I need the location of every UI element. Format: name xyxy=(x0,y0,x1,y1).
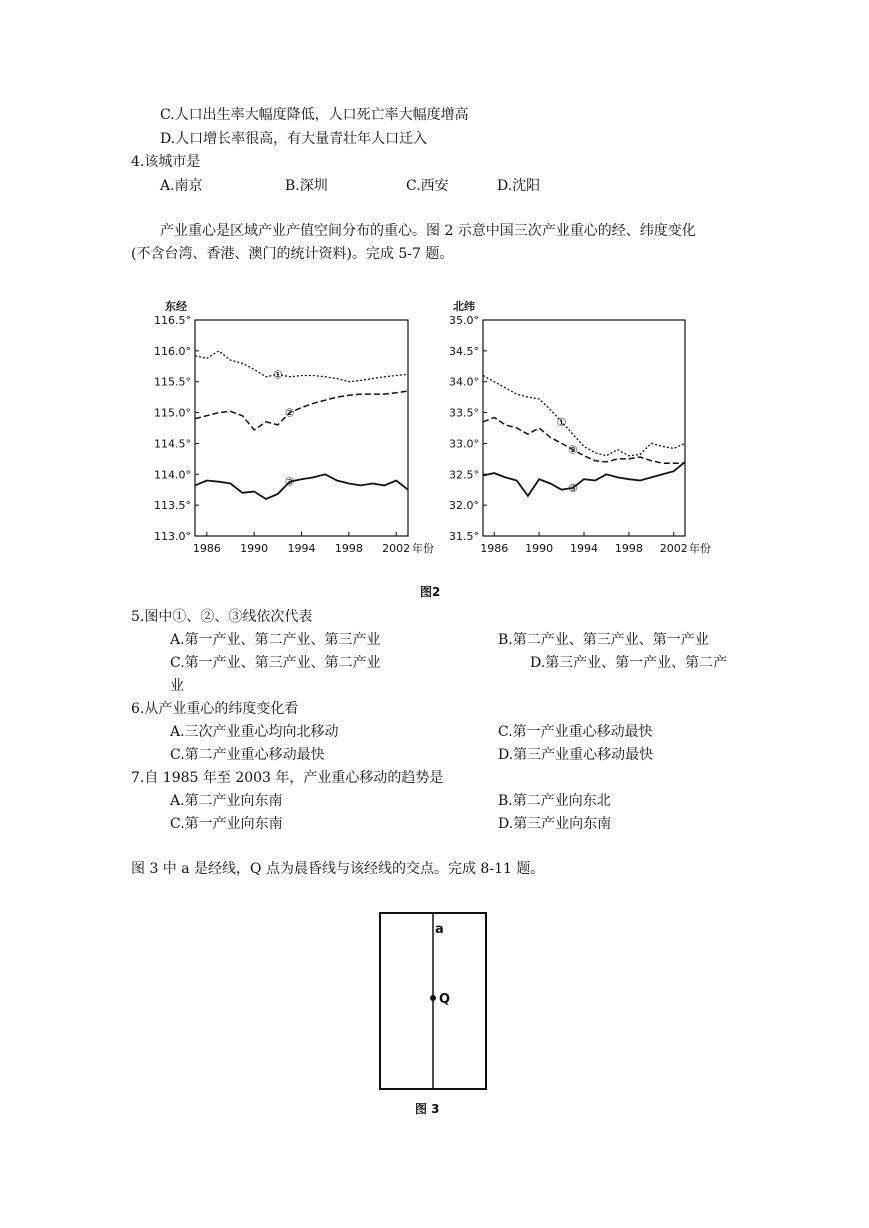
q5-stem: 5.图中①、②、③线依次代表 xyxy=(131,609,313,625)
q6-option-b: C.第一产业重心移动最快 xyxy=(498,724,653,740)
series-label-3: ③ xyxy=(284,475,295,489)
q5-option-d: D.第三产业、第一产业、第二产 xyxy=(530,655,728,671)
series-label-2: ② xyxy=(284,406,295,420)
chart-2-frame xyxy=(483,320,685,536)
q5-option-c: C.第一产业、第三产业、第二产业 xyxy=(170,655,381,671)
y-tick-label: 114.5° xyxy=(154,437,191,451)
q3-option-d: D.人口增长率很高，有大量青壮年人口迁入 xyxy=(160,131,428,147)
q7-option-c: C.第一产业向东南 xyxy=(170,816,283,832)
y-tick-label: 31.5° xyxy=(449,530,479,543)
y-tick-label: 115.5° xyxy=(154,375,191,389)
y-tick-label: 33.5° xyxy=(449,406,479,420)
y-tick-label: 113.0° xyxy=(154,530,191,543)
x-tick-label: 1986 xyxy=(480,542,509,555)
series-line-2 xyxy=(483,415,685,464)
y-tick-label: 113.5° xyxy=(154,499,191,513)
series-label-3: ③ xyxy=(567,481,578,495)
y-tick-label: 34.5° xyxy=(449,344,479,358)
q7-stem: 7.自 1985 年至 2003 年，产业重心移动的趋势是 xyxy=(131,770,444,786)
y-tick-label: 116.5° xyxy=(154,314,191,327)
figure2 xyxy=(130,290,730,579)
q4-option-c: C.西安 xyxy=(406,178,449,194)
chart-1-frame xyxy=(195,320,408,536)
series-line-3 xyxy=(483,462,685,496)
series-line-1 xyxy=(195,351,408,382)
y-tick-label: 33.0° xyxy=(449,437,479,451)
q4-stem: 4.该城市是 xyxy=(131,154,201,170)
series-line-1 xyxy=(483,376,685,456)
y-tick-label: 115.0° xyxy=(154,406,191,420)
y-tick-label: 32.5° xyxy=(449,468,479,482)
q5-option-a: A.第一产业、第二产业、第三产业 xyxy=(170,632,381,648)
x-tick-label: 1998 xyxy=(334,542,363,555)
q6-option-a: A.三次产业重心均向北移动 xyxy=(170,724,339,740)
passage1-line2: (不含台湾、香港、澳门的统计资料)。完成 5-7 题。 xyxy=(131,246,454,262)
point-q xyxy=(430,995,436,1001)
figure2-caption: 图2 xyxy=(420,585,441,599)
x-tick-label: 1986 xyxy=(192,542,221,555)
q3-option-c: C.人口出生率大幅度降低，人口死亡率大幅度增高 xyxy=(160,107,469,123)
x-axis-label: 年份 xyxy=(689,542,711,555)
x-tick-label: 1994 xyxy=(570,542,598,555)
label-a: a xyxy=(435,922,444,937)
figure3-caption: 图 3 xyxy=(415,1102,440,1116)
x-tick-label: 2002 xyxy=(659,542,688,555)
q5-option-b: B.第二产业、第三产业、第一产业 xyxy=(498,632,709,648)
q7-option-b: B.第二产业向东北 xyxy=(498,793,611,809)
series-line-2 xyxy=(195,391,408,430)
q6-option-c: C.第二产业重心移动最快 xyxy=(170,747,325,763)
x-axis-label: 年份 xyxy=(412,542,434,555)
q5-option-d-continued: 业 xyxy=(170,678,184,694)
q6-option-d: D.第三产业重心移动最快 xyxy=(498,747,654,763)
q4-option-b: B.深圳 xyxy=(285,178,328,194)
label-q: Q xyxy=(439,992,451,1007)
q7-option-d: D.第三产业向东南 xyxy=(498,816,612,832)
y-axis-label: 东经 xyxy=(165,300,187,313)
figure2-svg xyxy=(130,290,730,575)
y-tick-label: 114.0° xyxy=(154,468,191,482)
x-tick-label: 2002 xyxy=(382,542,411,555)
x-tick-label: 1990 xyxy=(240,542,269,555)
figure3 xyxy=(370,905,500,1129)
passage2: 图 3 中 a 是经线，Q 点为晨昏线与该经线的交点。完成 8-11 题。 xyxy=(131,861,545,877)
q4-option-d: D.沈阳 xyxy=(497,178,541,194)
passage1-line1: 产业重心是区域产业产值空间分布的重心。图 2 示意中国三次产业重心的经、纬度变化 xyxy=(160,223,696,239)
series-label-1: ① xyxy=(556,415,567,429)
y-tick-label: 35.0° xyxy=(449,314,479,327)
series-label-1: ① xyxy=(272,368,283,382)
x-tick-label: 1998 xyxy=(614,542,643,555)
q4-option-a: A.南京 xyxy=(160,178,203,194)
y-tick-label: 34.0° xyxy=(449,375,479,389)
y-tick-label: 32.0° xyxy=(449,499,479,513)
series-line-3 xyxy=(195,474,408,499)
y-tick-label: 116.0° xyxy=(154,344,191,358)
q6-stem: 6.从产业重心的纬度变化看 xyxy=(131,701,299,717)
figure3-svg xyxy=(370,905,500,1125)
x-tick-label: 1990 xyxy=(525,542,554,555)
q7-option-a: A.第二产业向东南 xyxy=(170,793,283,809)
series-label-2: ② xyxy=(567,443,578,457)
x-tick-label: 1994 xyxy=(287,542,316,555)
y-axis-label: 北纬 xyxy=(453,300,475,313)
